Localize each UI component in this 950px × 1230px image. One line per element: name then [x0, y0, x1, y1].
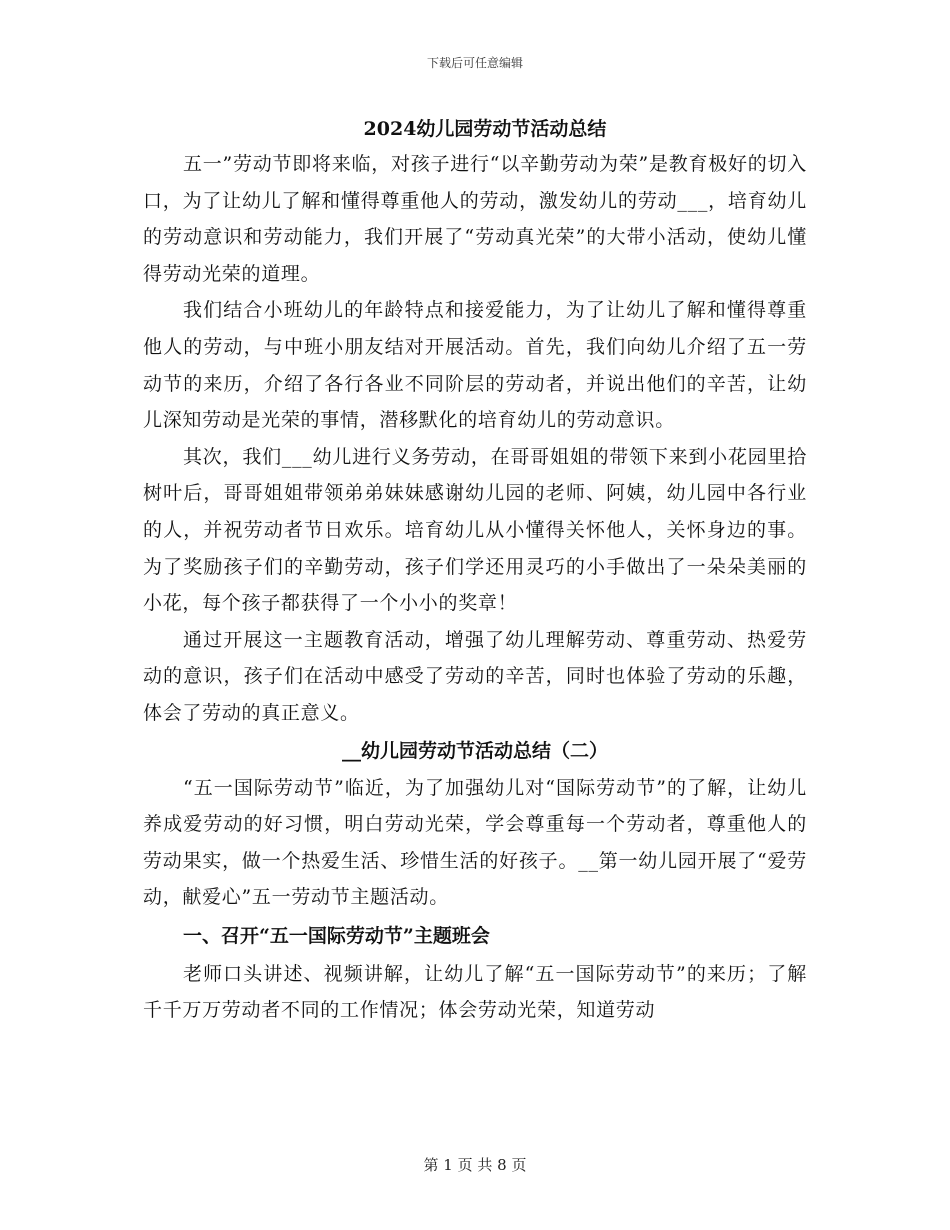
document-subtitle: __幼儿园劳动节活动总结（二） [341, 739, 608, 762]
document-title: 2024幼儿园劳动节活动总结 [363, 118, 607, 140]
paragraph: “五一国际劳动节”临近，为了加强幼儿对“国际劳动节”的了解，让幼儿养成爱劳动的好习惯，明白劳动光荣，学会尊重每一个劳动者，尊重他人的劳动果实，做一个热爱生活、珍惜生活的好孩子。__第一幼儿园开展了“爱劳动，献爱心”五一劳动节主题活动。 [143, 776, 807, 909]
document-body [143, 112, 807, 1029]
section-heading: 一、召开“五一国际劳动节”主题班会 [183, 924, 490, 947]
paragraph: 其次，我们___幼儿进行义务劳动，在哥哥姐姐的带领下来到小花园里拾树叶后，哥哥姐姐带领弟弟妹妹感谢幼儿园的老师、阿姨，幼儿园中各行业的人，并祝劳动者节日欢乐。培育幼儿从小懂得关怀他人，关怀身边的事。为了奖励孩子们的辛勤劳动，孩子们学还用灵巧的小手做出了一朵朵美丽的小花，每个孩子都获得了一个小小的奖章！ [143, 445, 807, 615]
paragraph: 五一”劳动节即将来临，对孩子进行“以辛勤劳动为荣”是教育极好的切入口，为了让幼儿了解和懂得尊重他人的劳动，激发幼儿的劳动___，培育幼儿的劳动意识和劳动能力，我们开展了“劳动真光荣”的大带小活动，使幼儿懂得劳动光荣的道理。 [143, 153, 807, 285]
paragraph: 我们结合小班幼儿的年龄特点和接爱能力，为了让幼儿了解和懂得尊重他人的劳动，与中班小朋友结对开展活动。首先，我们向幼儿介绍了五一劳动节的来历，介绍了各行各业不同阶层的劳动者，并说出他们的辛苦，让幼儿深知劳动是光荣的事情，潜移默化的培育幼儿的劳动意识。 [143, 299, 807, 432]
paragraph: 老师口头讲述、视频讲解，让幼儿了解“五一国际劳动节”的来历；了解千千万万劳动者不同的工作情况；体会劳动光荣，知道劳动 [143, 962, 807, 1022]
page-header: 下载后可任意编辑 [426, 56, 523, 70]
page-footer: 第 1 页 共 8 页 [423, 1156, 527, 1174]
paragraph: 通过开展这一主题教育活动，增强了幼儿理解劳动、尊重劳动、热爱劳动的意识，孩子们在活动中感受了劳动的辛苦，同时也体验了劳动的乐趣，体会了劳动的真正意义。 [143, 628, 807, 724]
